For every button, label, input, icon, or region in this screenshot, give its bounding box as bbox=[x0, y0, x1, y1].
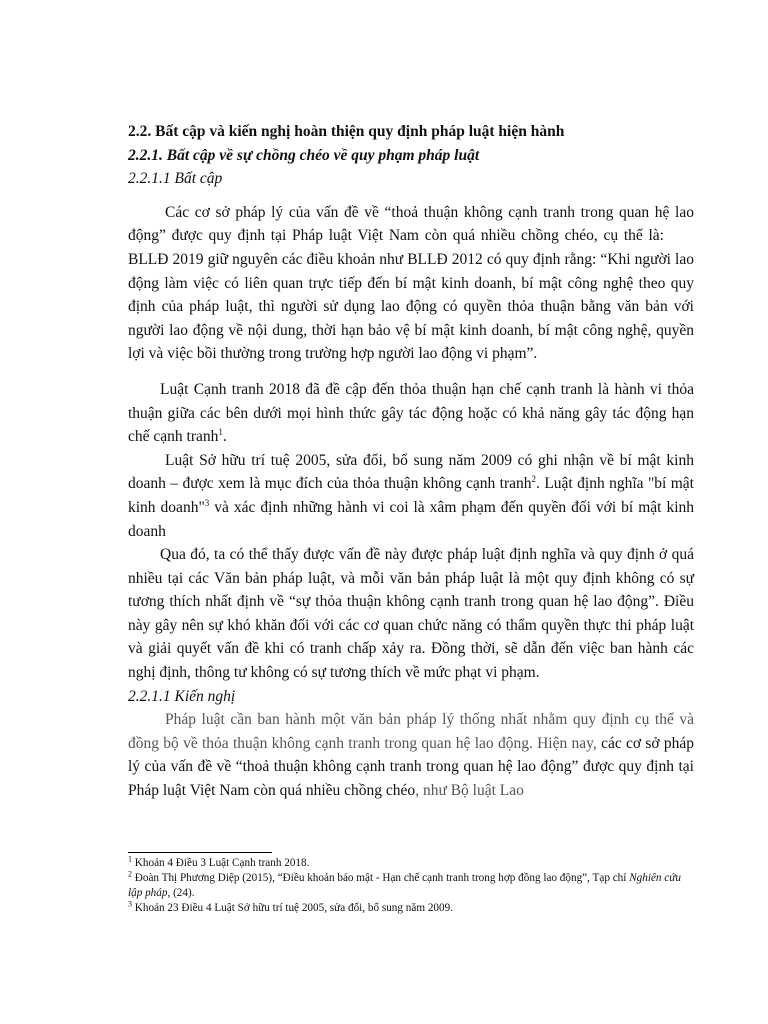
section-heading: 2.2. Bất cập và kiến nghị hoàn thiện quy định pháp luật hiện hành bbox=[128, 123, 565, 140]
paragraph-3-text-b: . Luật định nghĩa "bí mật kinh doanh" bbox=[128, 475, 694, 516]
paragraph-4: Qua đó, ta có thể thấy được vấn đề này được pháp luật định nghĩa và quy định ở quá nhiều tại các Văn bản pháp luật, và mỗi văn bản pháp luật là một quy định không có sự tương thích nhất định về “sự thỏa thuận không cạnh tranh trong quan hệ lao động”. Điều này gây nên sự khó khăn đối với các cơ quan chức năng có thẩm quyền thực thi pháp luật và giải quyết vấn đề khi có tranh chấp xảy ra. Đồng thời, sẽ dẫn đến việc ban hành các nghị định, thông tư không có sự tương thích về mức phạt vi phạm. bbox=[128, 546, 694, 682]
footnote-separator bbox=[128, 852, 272, 853]
footnote-text: Khoản 4 Điều 3 Luật Cạnh tranh 2018. bbox=[134, 857, 310, 869]
document-body bbox=[128, 120, 694, 803]
footnote-text-end: , (24). bbox=[167, 887, 195, 899]
paragraph-1-quote: BLLĐ 2019 giữ nguyên các điều khoản như BLLĐ 2012 có quy định rằng: “Khi người lao động làm việc có liên quan trực tiếp đến bí mật kinh doanh, bí mật công nghệ theo quy định của pháp luật, thì người sử dụng lao động có quyền thỏa thuận bằng văn bản với người lao động về nội dung, thời hạn bảo vệ bí mật kinh doanh, bí mật công nghệ, quyền lợi và việc bồi thường trong trường hợp người lao động vi phạm”. bbox=[128, 250, 694, 363]
footnote-number: 1 bbox=[128, 854, 132, 864]
paragraph-2-text: Luật Cạnh tranh 2018 đã đề cập đến thỏa thuận hạn chế cạnh tranh là hành vi thỏa thuận giữa các bên dưới mọi hình thức gây tác động hoặc có khả năng gây tác động hạn chế cạnh tranh bbox=[128, 380, 694, 446]
footnote-text: Đoàn Thị Phương Diệp (2015), “Điều khoản bảo mật - Hạn chế cạnh tranh trong hợp đồng lao động”, Tạp chí bbox=[134, 872, 630, 884]
footnote-text: Khoản 23 Điều 4 Luật Sở hữu trí tuệ 2005, sửa đổi, bổ sung năm 2009. bbox=[134, 902, 454, 914]
subsection-heading: 2.2.1. Bất cập về sự chồng chéo về quy phạm pháp luật bbox=[128, 146, 480, 164]
paragraph-2-end: . bbox=[222, 428, 227, 446]
paragraph-2 bbox=[128, 378, 694, 449]
footnote-1 bbox=[128, 856, 694, 871]
paragraph-1-lead: Các cơ sở pháp lý của vấn đề về “thoả thuận không cạnh tranh trong quan hệ lao động” được quy định tại Pháp luật Việt Nam còn quá nhiều chồng chéo, cụ thể là: bbox=[128, 203, 694, 245]
footnote-ref-1[interactable]: 1 bbox=[218, 426, 223, 437]
paragraph-3-text-c: và xác định những hành vi coi là xâm phạm đến quyền đối với bí mật kinh doanh bbox=[128, 498, 694, 540]
footnotes bbox=[128, 852, 694, 916]
footnote-ref-2[interactable]: 2 bbox=[531, 474, 537, 485]
journal-title: Nghiên cứu lập pháp bbox=[128, 872, 681, 899]
paragraph-5-text-c: , như Bộ luật Lao bbox=[415, 782, 524, 800]
footnote-3 bbox=[128, 901, 694, 916]
paragraph-3 bbox=[128, 449, 694, 543]
footnote-number: 3 bbox=[128, 899, 132, 909]
subsubsection-heading-recommendations: 2.2.1.1 Kiến nghị bbox=[128, 687, 236, 705]
paragraph-5 bbox=[128, 708, 694, 802]
footnote-number: 2 bbox=[128, 869, 132, 879]
paragraph-5-text-a: Pháp luật cần ban hành một văn bản pháp lý thống nhất nhằm quy định cụ thể và đồng bộ về thỏa thuận không cạnh tranh trong quan hệ lao động. Hiện nay, bbox=[128, 711, 694, 752]
paragraph-1 bbox=[128, 201, 694, 366]
paragraph-5-text-b: các cơ sở pháp lý của vấn đề về “thoả thuận không cạnh tranh trong quan hệ lao động” được quy định tại Pháp luật Việt Nam còn quá nhiều chồng chéo bbox=[128, 734, 694, 800]
paragraph-3-text-a: Luật Sở hữu trí tuệ 2005, sửa đổi, bổ sung năm 2009 có ghi nhận về bí mật kinh doanh – được xem là mục đích của thỏa thuận không cạnh tranh bbox=[128, 451, 694, 493]
footnote-ref-3[interactable]: 3 bbox=[204, 497, 210, 508]
footnote-2 bbox=[128, 871, 694, 901]
subsubsection-heading-issues: 2.2.1.1 Bất cập bbox=[128, 170, 223, 188]
